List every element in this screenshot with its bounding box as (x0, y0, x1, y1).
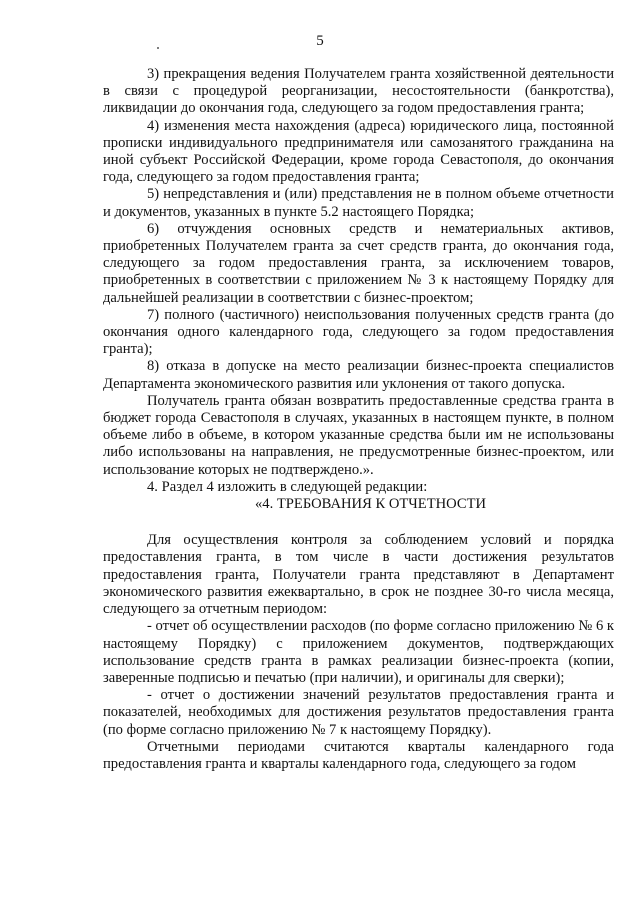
paragraph-item-6: 6) отчуждения основных средств и нематериальных активов, приобретенных Получателем гранта за счет средств гранта, до окончания года, следующего за годом предоставления гранта, за исключением товаров, приобретенных в соответствии с приложением № 3 к настоящему Порядку для дальнейшей реализации в соответствии с бизнес-проектом; (103, 220, 614, 306)
paragraph-reporting-periods: Отчетными периодами считаются кварталы календарного года предоставления гранта и кварталы календарного года, следующего за годом (103, 738, 614, 772)
paragraph-item-8: 8) отказа в допуске на место реализации бизнес-проекта специалистов Департамента экономического развития или уклонения от такого допуска. (103, 358, 614, 392)
page-number: 5 (316, 33, 324, 49)
paragraph-amendment: 4. Раздел 4 изложить в следующей редакции: (147, 478, 428, 495)
paragraph-item-7: 7) полного (частичного) неиспользования полученных средств гранта (до окончания одного календарного года, следующего за годом предоставления гранта); (103, 306, 614, 358)
document-body (103, 66, 614, 773)
paragraph-item-4: 4) изменения места нахождения (адреса) юридического лица, постоянной прописки индивидуального предпринимателя или самозанятого гражданина на иной субъект Российской Федерации, кроме города Севастополя, до окончания года, следующего за годом предоставления гранта; (103, 117, 614, 186)
paragraph-expense-report: - отчет об осуществлении расходов (по форме согласно приложению № 6 к настоящему Порядку) с приложением документов, подтверждающих использование средств гранта в рамках реализации бизнес-проекта (копии, заверенные подписью и печатью (при наличии), и оригиналы для сверки); (103, 618, 614, 686)
section-heading: «4. ТРЕБОВАНИЯ К ОТЧЕТНОСТИ (255, 496, 487, 513)
paragraph-control: Для осуществления контроля за соблюдением условий и порядка предоставления гранта, в том числе в части достижения результатов предоставления гранта, Получатели гранта представляют в Департамент экономического развития ежеквартально, в срок не позднее 30-го числа месяца, следующего за отчетным периодом: (103, 532, 614, 618)
paragraph-item-5: 5) непредставления и (или) представления не в полном объеме отчетности и документов, указанных в пункте 5.2 настоящего Порядка; (103, 186, 614, 220)
paragraph-item-3: 3) прекращения ведения Получателем гранта хозяйственной деятельности в связи с процедурой реорганизации, несостоятельности (банкротства), ликвидации до окончания года, следующего за годом предоставления гранта; (103, 66, 614, 117)
paragraph-grant-return: Получатель гранта обязан возвратить предоставленные средства гранта в бюджет города Севастополя в случаях, указанных в настоящем пункте, в полном объеме либо в объеме, в котором указанные средства были им не использованы либо использованы на направления, не предусмотренные бизнес-проектом, или использование которых не подтверждено.». (103, 392, 614, 478)
paragraph-results-report: - отчет о достижении значений результатов предоставления гранта и показателей, необходимых для достижения результатов предоставления гранта (по форме согласно приложению № 7 к настоящему Порядку). (103, 687, 614, 738)
scan-speck (157, 47, 159, 49)
